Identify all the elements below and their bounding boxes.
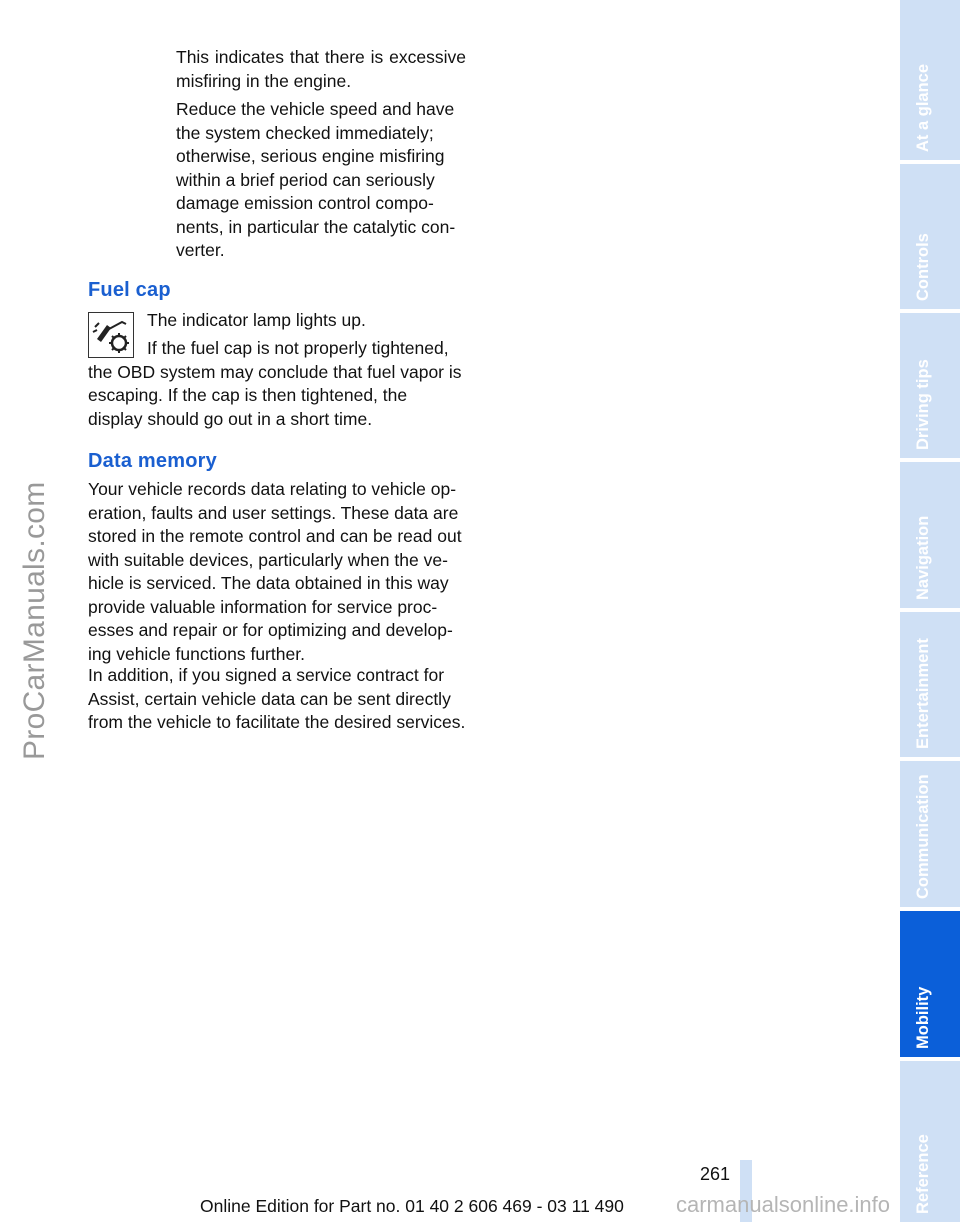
tab-driving-tips[interactable] [900, 313, 960, 462]
intro-paragraph-2: Reduce the vehicle speed and have the system checked immediately; otherwise, serious engine misfiring within a brief period can seriously damage emission control components, in particular the catalytic converter. [176, 99, 456, 260]
data-memory-paragraph-1: Your vehicle records data relating to vehicle operation, faults and user settings. These data are stored in the remote control and can be read out with suitable devices, particularly when the vehicle is serviced. The data obtained in this way provide valuable information for service processes and repair or for optimizing and developing vehicle functions further. [88, 479, 462, 664]
fuel-cap-heading: Fuel cap [88, 279, 171, 301]
page-number: 261 [700, 1164, 731, 1184]
side-tab-strip [900, 0, 960, 1222]
tab-mobility[interactable] [900, 911, 960, 1061]
watermark-procarmanuals: ProCarManuals.com [18, 481, 51, 760]
intro-paragraph-1: This indicates that there is excessive misfiring in the engine. [176, 47, 466, 91]
fuel-cap-paragraph-1: The indicator lamp lights up. [147, 310, 366, 330]
footer-edition: Online Edition for Part no. 01 40 2 606 469 - 03 11 490 [200, 1196, 624, 1216]
tab-label: Entertainment [914, 638, 932, 749]
tab-label: Controls [914, 233, 932, 301]
tab-label: Reference [914, 1134, 932, 1214]
tab-entertainment[interactable] [900, 612, 960, 761]
data-memory-heading: Data memory [88, 450, 217, 472]
tab-label: Communication [914, 774, 932, 899]
tab-navigation[interactable] [900, 462, 960, 612]
tab-controls[interactable] [900, 164, 960, 313]
data-memory-paragraph-2: In addition, if you signed a service contract for Assist, certain vehicle data can be sent directly from the vehicle to facilitate the desired services. [88, 665, 466, 732]
fuel-cap-paragraph-2: If the fuel cap is not properly tightened, the OBD system may conclude that fuel vapor is escaping. If the cap is then tightened, the display should go out in a short time. [88, 338, 462, 429]
tab-at-a-glance[interactable] [900, 0, 960, 164]
tab-reference[interactable] [900, 1061, 960, 1222]
tab-communication[interactable] [900, 761, 960, 911]
tab-label: Driving tips [914, 359, 932, 450]
tab-label: At a glance [914, 63, 932, 152]
tab-label: Mobility [914, 986, 932, 1049]
watermark-carmanualsonline: carmanualsonline.info [676, 1192, 891, 1217]
tab-label: Navigation [914, 515, 932, 600]
